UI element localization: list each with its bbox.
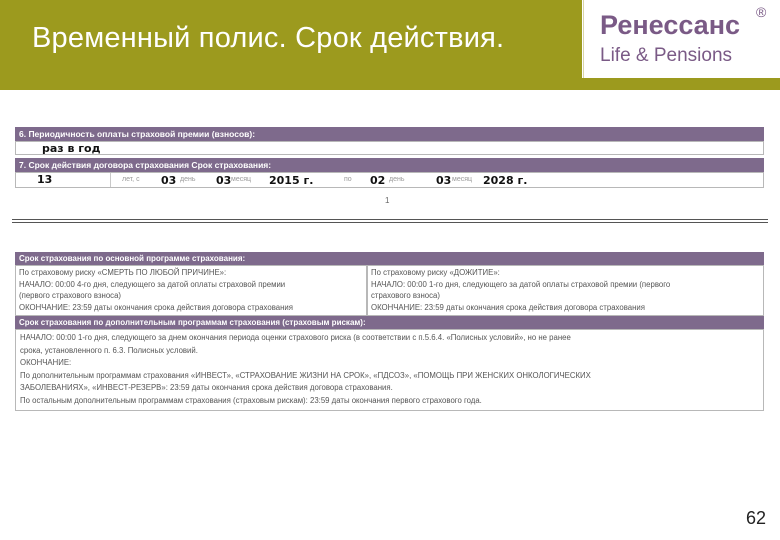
term-years-cell [16,173,111,187]
death-risk-title: По страховому риску «СМЕРТЬ ПО ЛЮБОЙ ПРИЧИНЕ»: [19,268,227,277]
header-divider [583,0,584,78]
to-day-label: день [389,176,405,183]
death-risk-start: НАЧАЛО: 00:00 4-го дня, следующего за датой оплаты страховой премии [19,279,286,289]
to-label: по [344,176,352,183]
additional-programs-cell [15,329,764,411]
extra-end-programs-cont: ЗАБОЛЕВАНИЯХ», «ИНВЕСТ-РЕЗЕРВ»: 23:59 даты окончания срока действия договора страхования. [20,383,393,392]
footnote-number: 1 [385,196,390,205]
divider-line-top [12,219,768,220]
death-risk-cell [15,265,367,316]
logo-subtitle: Life & Pensions [600,45,733,66]
extra-end-label: ОКОНЧАНИЕ: [20,358,72,367]
death-risk-end: ОКОНЧАНИЕ: 23:59 даты окончания срока действия договора страхования [19,302,293,312]
section6-label: 6. Периодичность оплаты страховой премии (взносов): [15,127,764,141]
to-month-label: месяц [452,176,473,183]
section7-term-row [15,172,764,188]
to-day-value: 02 [370,174,386,187]
slide-header [0,0,780,78]
policy-term-form [15,127,764,189]
extra-end-other: По остальным дополнительным программам страхования (страховым рискам): 23:59 даты окончания первого страхового года. [20,395,482,405]
from-day-value: 03 [161,174,177,187]
header-title-band [0,0,582,78]
logo-brand: Ренессанс [600,10,741,40]
years-label: лет, с [122,176,140,183]
extra-end-programs: По дополнительным программам страхования «ИНВЕСТ», «СТРАХОВАНИЕ ЖИЗНИ НА СРОК», «ПДСОЗ», «ПОМОЩЬ ПРИ ЖЕНСКИХ ОНКОЛОГИЧЕСКИХ [20,370,591,380]
main-program-head: Срок страхования по основной программе страхования: [15,252,764,265]
section7-label: 7. Срок действия договора страхования Срок страхования: [15,158,764,172]
death-risk-start-note: (первого страхового взноса) [19,291,122,300]
additional-programs-head: Срок страхования по дополнительным программам страхования (страховым рискам): [15,316,764,329]
page-number: 62 [745,508,766,528]
header-strip [0,78,780,90]
survival-risk-end: ОКОНЧАНИЕ: 23:59 даты окончания срока действия договора страхования [371,302,645,312]
slide-title: Временный полис. Срок действия. [32,22,505,54]
section6-value-row [15,141,764,155]
logo-registered-mark: ® [756,4,767,20]
extra-start-cont: срока, установленного п. 6.3. Полисных условий. [20,345,198,355]
payment-frequency-value: раз в год [42,142,101,155]
from-month-value: 03 [216,174,232,187]
extra-start: НАЧАЛО: 00:00 1-го дня, следующего за днем окончания периода оценки страхового риска (в соответствии с п.5.6.4. «Полисных условий», но не ранее [20,333,571,342]
insurance-periods-table [15,252,764,412]
survival-risk-start-note: страхового взноса) [371,291,440,300]
to-month-value: 03 [436,174,452,187]
from-month-label: месяц [231,176,252,183]
survival-risk-cell [367,265,764,316]
survival-risk-title: По страховому риску «ДОЖИТИЕ»: [371,268,500,277]
to-year-value: 2028 г. [483,174,528,187]
from-year-value: 2015 г. [269,174,314,187]
survival-risk-start: НАЧАЛО: 00:00 1-го дня, следующего за датой оплаты страховой премии (первого [371,279,671,289]
divider-line-bottom [12,222,768,223]
term-years-value: 13 [37,173,53,186]
from-day-label: день [180,176,196,183]
